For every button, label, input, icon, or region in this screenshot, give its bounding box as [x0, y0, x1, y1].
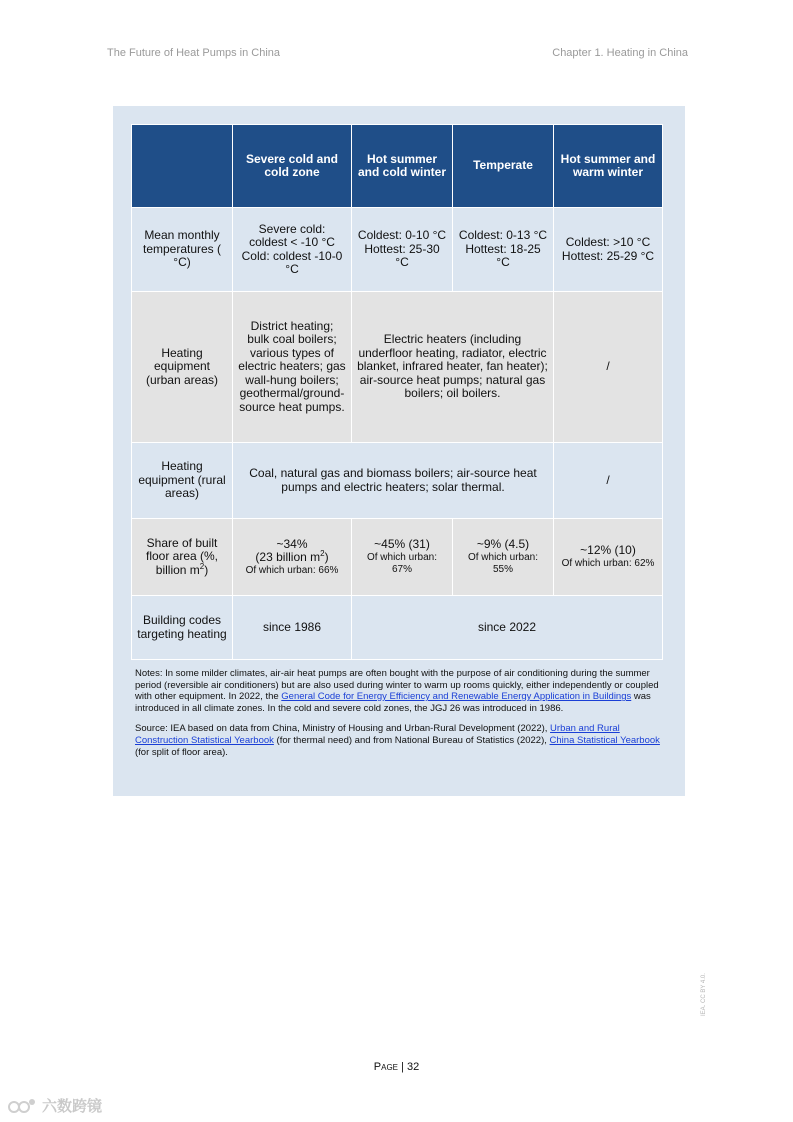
share-value: ~34%	[276, 536, 308, 551]
header-severe-cold: Severe cold and cold zone	[233, 125, 352, 208]
cell-hscw: Coldest: 0-10 °C Hottest: 25-30 °C	[352, 208, 453, 292]
table-row-temperatures	[132, 208, 663, 292]
cell-temperate: Coldest: 0-13 °C Hottest: 18-25 °C	[453, 208, 554, 292]
table-panel	[113, 106, 685, 796]
share-value: ~45% (31)	[374, 537, 430, 552]
cell-hsww: Coldest: >10 °C Hottest: 25-29 °C	[554, 208, 663, 292]
cell-combined: Coal, natural gas and biomass boilers; air-source heat pumps and electric heaters; solar thermal.	[233, 443, 554, 519]
notes-paragraph	[135, 668, 663, 714]
page-separator: |	[398, 1061, 407, 1073]
header-empty	[132, 125, 233, 208]
label-superscript: 2	[199, 561, 205, 571]
row-label: Heating equipment (rural areas)	[132, 443, 233, 519]
table-notes	[135, 668, 663, 767]
cell-others: since 2022	[352, 596, 663, 660]
header-temperate: Temperate	[453, 125, 554, 208]
general-code-link[interactable]: General Code for Energy Efficiency and Renewable Energy Application in Buildings	[281, 691, 632, 703]
source-text-end: (for split of floor area).	[135, 746, 228, 758]
cell-hscw	[352, 519, 453, 596]
watermark-logo-icon	[8, 1097, 36, 1115]
cell-hscw-temperate: Electric heaters (including underfloor heating, radiator, electric blanket, infrared heater, fan heater); air-source heat pumps; natural gas boilers; oil boilers.	[352, 292, 554, 443]
share-detail: (23 billion m	[255, 550, 321, 564]
row-label	[132, 519, 233, 596]
page-label: Page	[373, 1061, 398, 1073]
climate-zone-heating-table	[131, 124, 663, 660]
table-row-building-codes	[132, 596, 663, 660]
row-label: Building codes targeting heating	[132, 596, 233, 660]
running-header-title: The Future of Heat Pumps in China	[107, 47, 281, 59]
detail-end: )	[324, 550, 329, 564]
source-text: Source: IEA based on data from China, Ministry of Housing and Urban-Rural Development (2022),	[135, 723, 551, 735]
cell-severe: Severe cold: coldest < -10 °C Cold: coldest -10-0 °C	[233, 208, 352, 292]
license-text: IEA. CC BY 4.0.	[701, 973, 707, 1016]
row-label: Heating equipment (urban areas)	[132, 292, 233, 443]
row-label: Mean monthly temperatures ( °C)	[132, 208, 233, 292]
page-number: 32	[406, 1061, 420, 1073]
urban-share: Of which urban: 62%	[561, 557, 655, 569]
header-hot-summer-cold-winter: Hot summer and cold winter	[352, 125, 453, 208]
running-header-chapter: Chapter 1. Heating in China	[552, 47, 688, 59]
cell-hsww: /	[554, 292, 663, 443]
table-row-floor-area	[132, 519, 663, 596]
share-value: ~12% (10)	[580, 543, 636, 558]
cell-severe	[233, 519, 352, 596]
cell-hsww	[554, 519, 663, 596]
table-row-urban-equipment	[132, 292, 663, 443]
cell-severe: since 1986	[233, 596, 352, 660]
source-paragraph	[135, 723, 663, 758]
notes-text-end: was introduced in all climate zones. In the cold and severe cold zones, the JGJ 26 was introduced in 1986.	[135, 691, 651, 714]
label-end: )	[204, 562, 209, 577]
urban-rural-yearbook-link[interactable]: Urban and Rural Construction Statistical Yearbook	[135, 723, 620, 746]
cell-hsww: /	[554, 443, 663, 519]
urban-share: Of which urban: 67%	[366, 551, 438, 575]
header-hot-summer-warm-winter: Hot summer and warm winter	[554, 125, 663, 208]
page-footer	[0, 1061, 793, 1073]
cell-temperate	[453, 519, 554, 596]
table-header-row	[132, 125, 663, 208]
source-text-mid: (for thermal need) and from National Bureau of Statistics (2022),	[273, 734, 550, 746]
share-value: ~9% (4.5)	[476, 537, 530, 552]
watermark-text: 六数跨镜	[42, 1098, 103, 1115]
label-text: Share of built floor area (%, billion m	[145, 535, 219, 577]
cell-severe: District heating; bulk coal boilers; various types of electric heaters; gas wall-hung boilers; geothermal/ground-source heat pumps.	[233, 292, 352, 443]
detail-superscript: 2	[320, 549, 325, 558]
china-statistical-yearbook-link[interactable]: China Statistical Yearbook	[549, 734, 660, 746]
watermark	[8, 1095, 102, 1116]
notes-text: Notes: In some milder climates, air-air heat pumps are often bought with the purpose of air conditioning during the summer period (reversible air conditioners) but are also used during winter to warm up rooms quickly, either independently or coupled with other equipment. In 2022, the	[135, 668, 659, 703]
urban-share: Of which urban: 55%	[467, 551, 539, 575]
table-row-rural-equipment	[132, 443, 663, 519]
urban-share: Of which urban: 66%	[245, 564, 339, 576]
